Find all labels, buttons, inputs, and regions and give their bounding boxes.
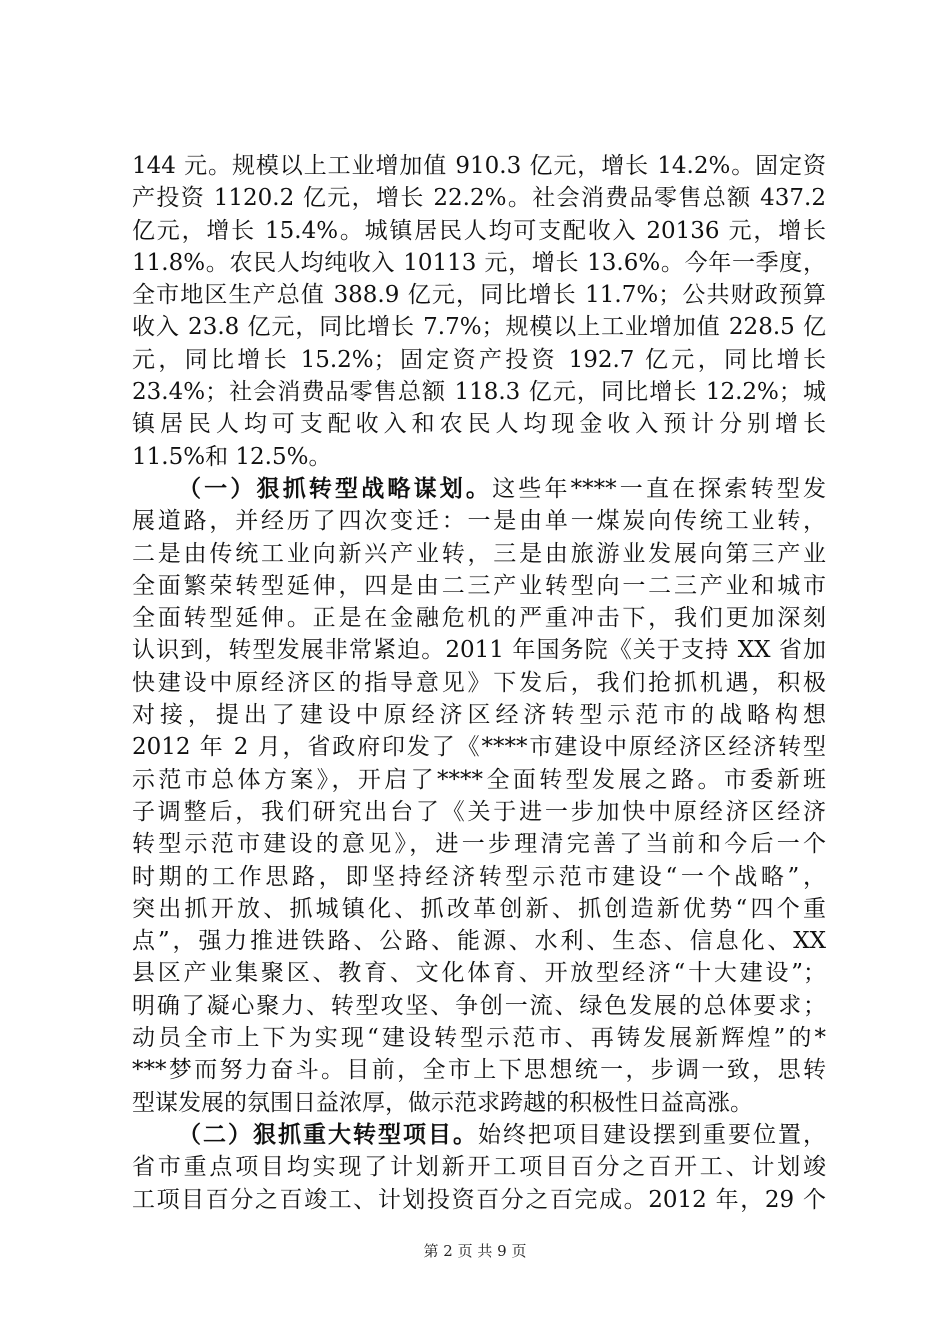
text-line: 全面转型延伸。正是在金融危机的严重冲击下，我们更加深刻 (132, 605, 826, 632)
section-heading: （二）狠抓重大转型项目。 (178, 1120, 478, 1148)
paragraph-economic-statistics (132, 150, 826, 473)
page-number: 第 2 页 共 9 页 (423, 1242, 527, 1260)
text-line: 型谋发展的氛围日益浓厚，做示范求跨越的积极性日益高涨。 (132, 1089, 753, 1116)
text-line: 明确了凝心聚力、转型攻坚、争创一流、绿色发展的总体要求； (132, 992, 826, 1019)
text-line: 动员全市上下为实现“建设转型示范市、再铸发展新辉煌”的* (132, 1025, 826, 1052)
text-line: ***梦而努力奋斗。目前，全市上下思想统一，步调一致，思转 (132, 1057, 826, 1084)
page-footer (0, 1240, 950, 1261)
paragraph-first-line (132, 473, 826, 505)
text-line: 转型示范市建设的意见》，进一步理清完善了当前和今后一个 (132, 831, 826, 858)
text-line: 县区产业集聚区、教育、文化体育、开放型经济“十大建设”； (132, 960, 826, 987)
text-line: 时期的工作思路，即坚持经济转型示范市建设“一个战略”， (132, 863, 826, 890)
text-line: 2012 年 2 月，省政府印发了《****市建设中原经济区经济转型 (132, 734, 826, 761)
paragraph-first-line (132, 1119, 826, 1151)
text-line: 示范市总体方案》，开启了****全面转型发展之路。市委新班 (132, 766, 826, 793)
paragraph-major-projects (132, 1119, 826, 1216)
text-line: 亿元，增长 15.4%。城镇居民人均可支配收入 20136 元，增长 (132, 217, 826, 244)
text-line: 点”，强力推进铁路、公路、能源、水利、生态、信息化、XX (132, 928, 826, 955)
text-line: 工项目百分之百竣工、计划投资百分之百完成。2012 年，29 个 (132, 1186, 826, 1213)
text-line: 全市地区生产总值 388.9 亿元，同比增长 11.7%；公共财政预算 (132, 282, 826, 309)
text-run: 始终把项目建设摆到重要位置， (478, 1121, 826, 1148)
text-line: 11.8%。农民人均纯收入 10113 元，增长 13.6%。今年一季度， (132, 249, 826, 276)
text-line: 产投资 1120.2 亿元，增长 22.2%。社会消费品零售总额 437.2 (132, 185, 826, 212)
text-line: 二是由传统工业向新兴产业转，三是由旅游业发展向第三产业 (132, 540, 826, 567)
text-line: 11.5%和 12.5%。 (132, 443, 332, 470)
text-line: 全面繁荣转型延伸，四是由二三产业转型向一二三产业和城市 (132, 572, 826, 599)
text-line: 收入 23.8 亿元，同比增长 7.7%；规模以上工业增加值 228.5 亿 (132, 314, 826, 341)
section-heading: （一）狠抓转型战略谋划。 (178, 474, 493, 502)
text-line: 对接，提出了建设中原经济区经济转型示范市的战略构想 (132, 702, 826, 729)
paragraph-transformation-strategy (132, 473, 826, 1119)
text-line: 子调整后，我们研究出台了《关于进一步加快中原经济区经济 (132, 798, 826, 825)
text-line: 快建设中原经济区的指导意见》下发后，我们抢抓机遇，积极 (132, 669, 826, 696)
text-run: 这些年****一直在探索转型发 (492, 475, 826, 502)
text-line: 展道路，并经历了四次变迁：一是由单一煤炭向传统工业转， (132, 508, 826, 535)
document-body (132, 150, 826, 1216)
text-line: 23.4%；社会消费品零售总额 118.3 亿元，同比增长 12.2%；城 (132, 379, 826, 406)
text-line: 元，同比增长 15.2%；固定资产投资 192.7 亿元，同比增长 (132, 346, 826, 373)
text-line: 省市重点项目均实现了计划新开工项目百分之百开工、计划竣 (132, 1154, 826, 1181)
text-line: 镇居民人均可支配收入和农民人均现金收入预计分别增长 (132, 411, 826, 438)
text-line: 144 元。规模以上工业增加值 910.3 亿元，增长 14.2%。固定资 (132, 153, 826, 179)
text-line: 认识到，转型发展非常紧迫。2011 年国务院《关于支持 XX 省加 (132, 637, 826, 664)
text-line: 突出抓开放、抓城镇化、抓改革创新、抓创造新优势“四个重 (132, 895, 826, 922)
